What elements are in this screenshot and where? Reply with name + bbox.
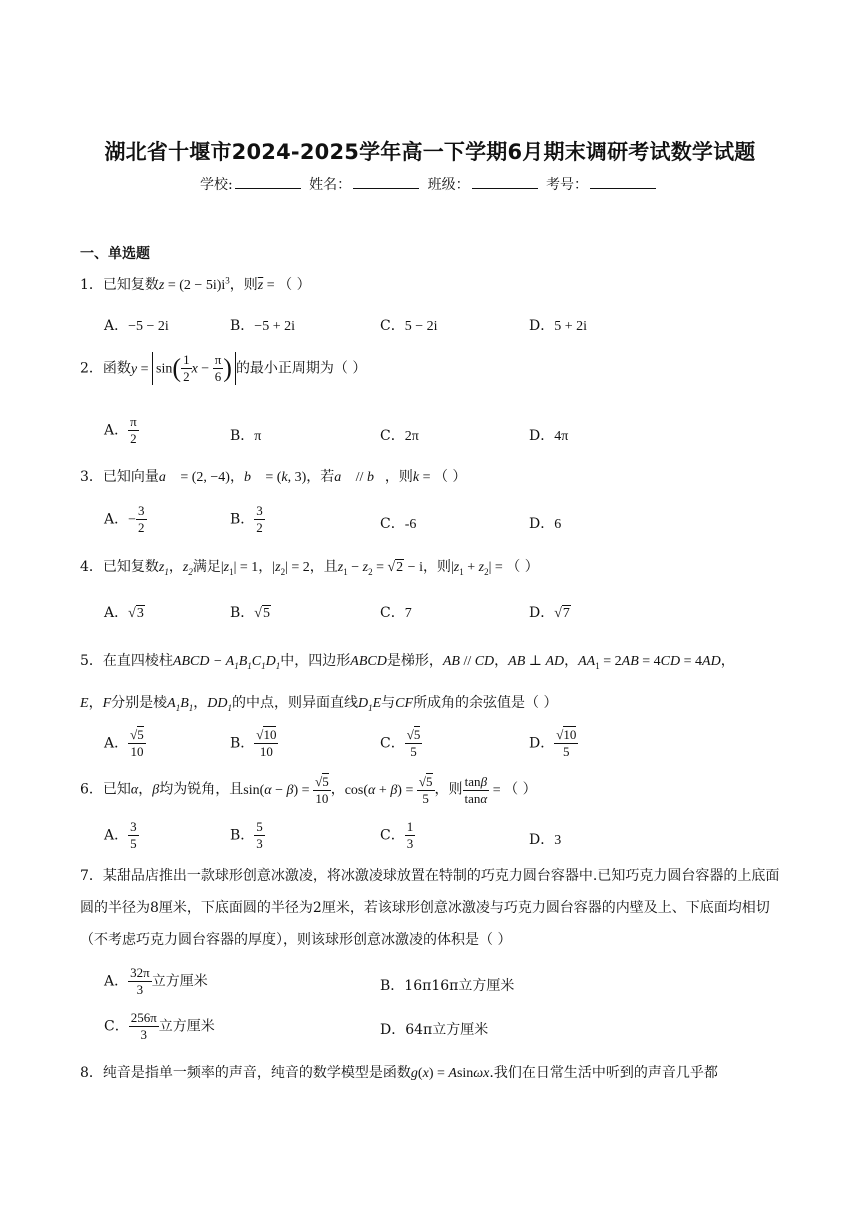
option-b[interactable]: [230, 315, 295, 335]
option-label: A．: [104, 422, 129, 439]
question-text: ，且: [309, 559, 338, 575]
question-text: ，: [720, 653, 735, 669]
option-value: $\frac{5}{3}$: [256, 819, 263, 851]
question-text: 所成角的余弦值是（ ）: [413, 695, 558, 711]
question-1: [80, 274, 311, 294]
option-label: D．: [529, 516, 555, 532]
option-label: B．: [380, 978, 405, 994]
option-unit: 立方厘米: [158, 1018, 215, 1035]
question-text: ，: [229, 469, 244, 485]
option-d[interactable]: [380, 1019, 488, 1039]
option-d[interactable]: [529, 602, 571, 622]
option-value: 64π立方厘米: [405, 1022, 489, 1038]
math-expr: CF: [395, 696, 414, 711]
option-b[interactable]: [230, 425, 261, 445]
option-label: A．: [104, 318, 129, 334]
option-label: B．: [230, 605, 255, 621]
option-label: C．: [380, 827, 405, 844]
option-label: D．: [529, 318, 555, 334]
question-number: 1．: [80, 277, 103, 293]
option-a[interactable]: [104, 315, 169, 335]
math-expr: cos(α + β) = $\frac{√5}{5}$: [344, 774, 433, 806]
math-expr: $\overline{z}$: [257, 278, 264, 293]
question-text: 纯音是指单一频率的声音，纯音的数学模型是函数: [102, 1065, 411, 1081]
question-5-line-2: [80, 692, 558, 713]
class-blank[interactable]: [472, 174, 538, 189]
question-text: （ ）: [504, 781, 537, 798]
math-expr: β: [152, 782, 160, 798]
option-c[interactable]: [380, 727, 422, 760]
math-expr: α: [130, 782, 139, 798]
math-expr: g(x) = Asinωx: [410, 1066, 490, 1081]
question-text: 在直四棱柱: [102, 653, 173, 669]
question-text: ，则: [229, 277, 258, 293]
class-label: 班级：: [427, 177, 470, 193]
option-label: C．: [380, 516, 405, 532]
section-heading: 一、单选题: [80, 246, 150, 262]
question-text: 的最小正周期为（ ）: [235, 360, 367, 377]
name-blank[interactable]: [353, 174, 419, 189]
option-value: 2π: [404, 429, 419, 444]
question-text: .我们在日常生活中听到的声音几乎都: [489, 1065, 718, 1081]
option-a[interactable]: [104, 727, 146, 760]
math-expr: $z_2$: [182, 560, 193, 577]
math-expr: F: [102, 696, 112, 711]
student-info-line: [0, 174, 860, 194]
option-label: D．: [529, 428, 555, 444]
math-expr: $z_1$: [158, 560, 169, 577]
name-label: 姓名：: [309, 177, 352, 193]
question-2: [80, 352, 366, 385]
option-b[interactable]: [230, 727, 278, 760]
math-expr: sin(α − β) = $\frac{√5}{10}$: [243, 774, 329, 806]
question-text: 与: [381, 695, 396, 711]
question-text: ，: [494, 653, 509, 669]
option-c[interactable]: [380, 602, 412, 622]
question-text: 分别是棱: [111, 695, 168, 711]
question-text: （ ）: [278, 277, 311, 293]
question-text: 是梯形，: [386, 653, 443, 669]
option-value: √3: [128, 606, 144, 621]
question-text: ，: [330, 781, 345, 798]
option-label: C．: [380, 318, 405, 334]
option-value: −5 + 2i: [254, 319, 295, 334]
option-value: π: [254, 429, 262, 444]
math-expr: $AA_1 = 2AB = 4CD = 4AD$: [578, 654, 721, 671]
option-b[interactable]: [230, 819, 265, 852]
option-b[interactable]: [230, 602, 271, 622]
question-text: 已知: [102, 781, 131, 798]
option-label: B．: [230, 735, 255, 752]
option-label: C．: [380, 735, 405, 752]
exam-number-label: 考号：: [546, 177, 589, 193]
question-text: 函数: [102, 360, 131, 377]
question-text: 某甜品店推出一款球形创意冰激凌，将冰激凌球放置在特制的巧克力圆台容器中.已知巧克力圆台容器的上底面圆的半径为8厘米，下底面圆的半径为2厘米，若该球形创意冰激凌与巧克力圆台容器的内壁及上、下底面均相切（不考虑巧克力圆台容器的厚度），则该球形创意冰激凌的体积是（ ）: [80, 868, 780, 948]
option-value: $\frac{√5}{10}$: [130, 727, 144, 759]
question-text: 均为锐角，且: [159, 781, 244, 798]
question-number: 6．: [80, 781, 103, 798]
option-value: 5 − 2i: [404, 319, 438, 334]
math-expr: k =: [412, 470, 434, 485]
option-label: A．: [104, 973, 129, 990]
option-label: D．: [529, 605, 555, 621]
option-value: -6: [404, 517, 417, 532]
math-expr: a⃗ // b⃗: [334, 470, 385, 485]
option-d[interactable]: [529, 727, 578, 760]
math-expr: AB ⊥ AD: [508, 654, 565, 669]
math-expr: ABCD: [350, 654, 387, 669]
option-label: C．: [380, 605, 405, 621]
math-expr: E: [80, 696, 89, 711]
option-c[interactable]: [104, 1010, 215, 1043]
exam-number-blank[interactable]: [590, 174, 656, 189]
question-5-line-1: [80, 650, 735, 671]
option-label: C．: [380, 428, 405, 444]
option-c[interactable]: [380, 425, 419, 445]
question-text: 已知复数: [102, 277, 159, 293]
option-value: $\frac{3}{5}$: [130, 819, 137, 851]
option-value: $\frac{√10}{5}$: [556, 727, 577, 759]
question-text: 中，四边形: [280, 653, 351, 669]
option-label: A．: [104, 605, 129, 621]
question-6: [80, 774, 537, 807]
math-expr: a⃗ = (2, −4): [158, 470, 230, 485]
math-expr: $\frac{\tan\beta}{\tan\alpha}$ =: [464, 774, 505, 806]
math-expr: $D_1E$: [357, 696, 382, 713]
math-expr: $z = (2 - 5i)i^3$: [158, 275, 230, 293]
question-3: [80, 466, 466, 486]
option-label: B．: [230, 318, 255, 334]
option-d[interactable]: [529, 829, 561, 849]
option-value: $\frac{32\pi}{3}$: [130, 965, 150, 997]
option-label: A．: [104, 735, 129, 752]
option-value: $\frac{√5}{5}$: [406, 727, 421, 759]
question-4: [80, 556, 539, 577]
question-text: ，: [564, 653, 579, 669]
question-number: 2．: [80, 360, 103, 377]
school-label: 学校:: [199, 177, 233, 193]
option-value: 4π: [554, 429, 569, 444]
option-label: C．: [104, 1018, 129, 1035]
question-number: 4．: [80, 559, 103, 575]
option-value: 3: [554, 833, 562, 848]
question-text: （ ）: [506, 559, 539, 575]
option-label: A．: [104, 827, 129, 844]
math-expr: $A_1B_1$: [167, 696, 194, 713]
option-a[interactable]: [104, 602, 145, 622]
option-value: $\frac{√10}{10}$: [256, 727, 277, 759]
option-b[interactable]: [380, 975, 514, 995]
option-d[interactable]: [529, 315, 587, 335]
option-label: B．: [230, 827, 255, 844]
option-label: B．: [230, 511, 255, 528]
question-text: 已知向量: [102, 469, 159, 485]
option-value: √7: [554, 606, 570, 621]
math-expr: $|z_1| = 1$: [220, 560, 259, 577]
option-value: 6: [554, 517, 562, 532]
question-text: ，则: [434, 781, 463, 798]
option-a[interactable]: [104, 414, 139, 447]
option-label: B．: [230, 428, 255, 444]
school-blank[interactable]: [235, 174, 301, 189]
question-text: （ ）: [433, 469, 467, 485]
question-text: ，则: [384, 469, 413, 485]
option-value: −5 − 2i: [128, 319, 169, 334]
question-text: ，: [88, 695, 103, 711]
option-c[interactable]: [380, 315, 438, 335]
question-text: ，: [258, 559, 273, 575]
option-a[interactable]: [104, 819, 139, 852]
option-d[interactable]: [529, 425, 568, 445]
question-text: ，: [193, 695, 208, 711]
option-value: $\frac{256\pi}{3}$: [130, 1010, 157, 1042]
option-b[interactable]: [230, 503, 265, 536]
question-7: [80, 860, 782, 956]
page-title: 湖北省十堰市2024-2025学年高一下学期6月期末调研考试数学试题: [104, 140, 756, 164]
option-value: √5: [254, 606, 270, 621]
option-value: $\frac{1}{3}$: [406, 819, 414, 851]
question-text: ，: [168, 559, 183, 575]
option-value: $\frac{\pi}{2}$: [130, 414, 137, 446]
question-number: 7．: [80, 868, 103, 884]
option-d[interactable]: [529, 513, 561, 533]
question-number: 5．: [80, 653, 103, 669]
option-label: D．: [529, 832, 555, 848]
option-unit: 立方厘米: [151, 973, 208, 990]
math-expr: $z_1 - z_2 = √2 - i$: [337, 560, 423, 577]
question-text: ，则: [422, 559, 451, 575]
option-a[interactable]: [104, 965, 208, 998]
question-text: 满足: [192, 559, 221, 575]
option-value: 5 + 2i: [554, 319, 588, 334]
question-text: 的中点，则异面直线: [231, 695, 358, 711]
option-label: A．: [104, 511, 129, 528]
math-expr: $DD_1$: [207, 696, 232, 713]
math-expr: $|z_1 + z_2|$ =: [450, 560, 507, 577]
option-label: D．: [380, 1022, 406, 1038]
option-value: $\frac{3}{2}$: [256, 503, 263, 535]
math-expr: b⃗ = (k, 3): [243, 470, 307, 485]
question-number: 8．: [80, 1065, 103, 1081]
option-a[interactable]: A．− $\frac{3}{2}$: [104, 503, 145, 535]
question-text: ，若: [306, 469, 335, 485]
option-value: 16π16π立方厘米: [404, 978, 515, 994]
math-expr: =: [263, 278, 279, 293]
question-text: 已知复数: [102, 559, 159, 575]
math-expr: ABCD − $A_1B_1C_1D_1$: [172, 654, 281, 671]
math-expr: AB // CD: [442, 654, 495, 669]
question-text: ，: [138, 781, 153, 798]
math-expr: y = sin( $\frac{1}{2}$ x − $\frac{\pi}{6}$ ): [131, 361, 236, 377]
option-c[interactable]: [380, 513, 416, 533]
option-c[interactable]: [380, 819, 415, 852]
math-expr: $|z_2| = 2$: [272, 560, 310, 577]
option-value: 7: [404, 606, 412, 621]
option-value: $\frac{3}{2}$: [138, 503, 145, 535]
option-label: D．: [529, 735, 555, 752]
question-8: [80, 1062, 718, 1082]
question-number: 3．: [80, 469, 103, 485]
